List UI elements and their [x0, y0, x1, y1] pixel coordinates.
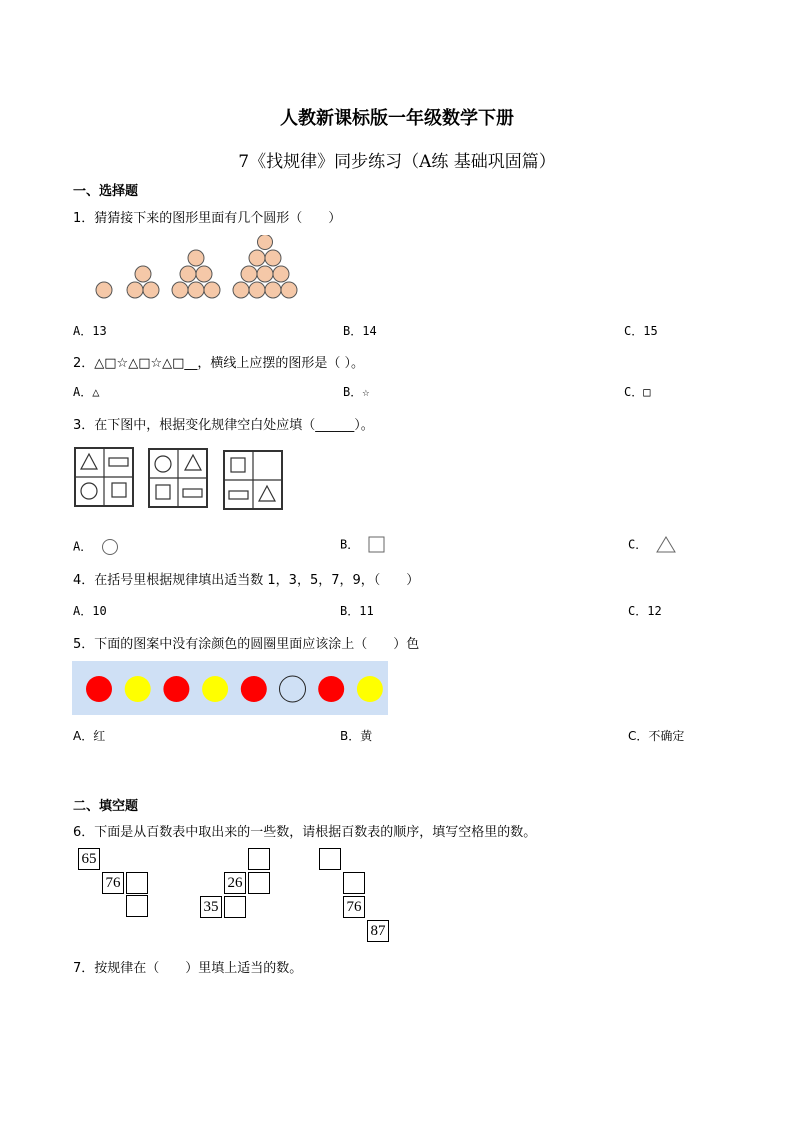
square-icon [366, 535, 388, 555]
grid-cell-76: 76 [343, 896, 365, 918]
option-label: B． [343, 385, 363, 399]
section-heading-fill: 二、填空题 [73, 799, 139, 814]
question-4-text: 4．在括号里根据规律填出适当数 1，3，5，7，9，（ ） [73, 573, 420, 588]
colored-circles-figure [72, 661, 388, 715]
option-label: A． [73, 539, 93, 554]
grid-cell-76: 76 [102, 872, 124, 894]
question-6-text: 6．下面是从百数表中取出来的一些数，请根据百数表的顺序，填写空格里的数。 [73, 825, 537, 840]
question-1-text: 1．猜猜接下来的图形里面有几个圆形（ ） [73, 211, 342, 226]
option-label: A． [73, 385, 93, 399]
q4-option-c[interactable]: C．12 [628, 604, 662, 618]
star-icon: ☆ [362, 385, 370, 399]
hundred-chart-fragments [78, 848, 398, 944]
colored-circle [357, 676, 383, 702]
colored-circle [318, 676, 344, 702]
question-3-text: 3．在下图中，根据变化规律空白处应填（______）。 [73, 418, 374, 433]
q1-option-b[interactable]: B．14 [343, 324, 377, 338]
grid-cell-35: 35 [200, 896, 222, 918]
grid-cell-blank[interactable] [248, 848, 270, 870]
circle-pyramids-figure [90, 235, 305, 305]
q1-option-c[interactable]: C．15 [624, 324, 658, 338]
q1-option-a[interactable]: A．13 [73, 324, 107, 338]
pyramid-circle [96, 282, 112, 298]
grid-cell-blank[interactable] [224, 896, 246, 918]
q4-option-b[interactable]: B．11 [340, 604, 374, 618]
question-7-text: 7．按规律在（ ）里填上适当的数。 [73, 961, 303, 976]
q3-option-c[interactable] [628, 535, 678, 555]
question-5-text: 5．下面的图案中没有涂颜色的圆圈里面应该涂上（ ）色 [73, 637, 420, 652]
q2-option-a[interactable] [73, 383, 99, 400]
square-icon: □ [643, 385, 651, 399]
q2-option-b[interactable] [343, 383, 369, 400]
question-2-text: 2．△□☆△□☆△□__，横线上应摆的图形是（ ）。 [73, 356, 365, 371]
q3-option-b[interactable] [340, 535, 388, 555]
q5-option-b[interactable]: B．黄 [340, 729, 373, 743]
colored-circle [241, 676, 267, 702]
grid-cell-blank[interactable] [319, 848, 341, 870]
grid-cell-87: 87 [367, 920, 389, 942]
q5-option-c[interactable]: C．不确定 [628, 729, 685, 743]
grid-cell-blank[interactable] [343, 872, 365, 894]
colored-circle [163, 676, 189, 702]
option-label: C． [628, 537, 648, 552]
q2-option-c[interactable] [624, 383, 650, 400]
doc-title: 人教新课标版一年级数学下册 [280, 108, 514, 129]
grid-cell-26: 26 [224, 872, 246, 894]
q4-option-a[interactable]: A．10 [73, 604, 107, 618]
grid-cell-blank[interactable] [248, 872, 270, 894]
colored-circle [202, 676, 228, 702]
option-label: B． [340, 537, 360, 552]
empty-circle [280, 676, 306, 702]
section-heading-choice: 一、选择题 [73, 184, 139, 199]
triangle-icon [654, 535, 678, 555]
shape-grids-figure [72, 445, 287, 513]
option-label: C． [624, 385, 644, 399]
triangle-icon: △ [92, 385, 100, 399]
colored-circle [125, 676, 151, 702]
colored-circle [86, 676, 112, 702]
circle-icon [99, 537, 121, 557]
q5-option-a[interactable]: A．红 [73, 729, 106, 743]
grid-cell-65: 65 [78, 848, 100, 870]
q3-option-a[interactable] [73, 537, 121, 557]
grid-cell-blank[interactable] [126, 895, 148, 917]
grid-cell-blank[interactable] [126, 872, 148, 894]
colored-circles-strip [72, 661, 388, 715]
doc-subtitle: 7《找规律》同步练习（A练 基础巩固篇） [238, 152, 556, 172]
